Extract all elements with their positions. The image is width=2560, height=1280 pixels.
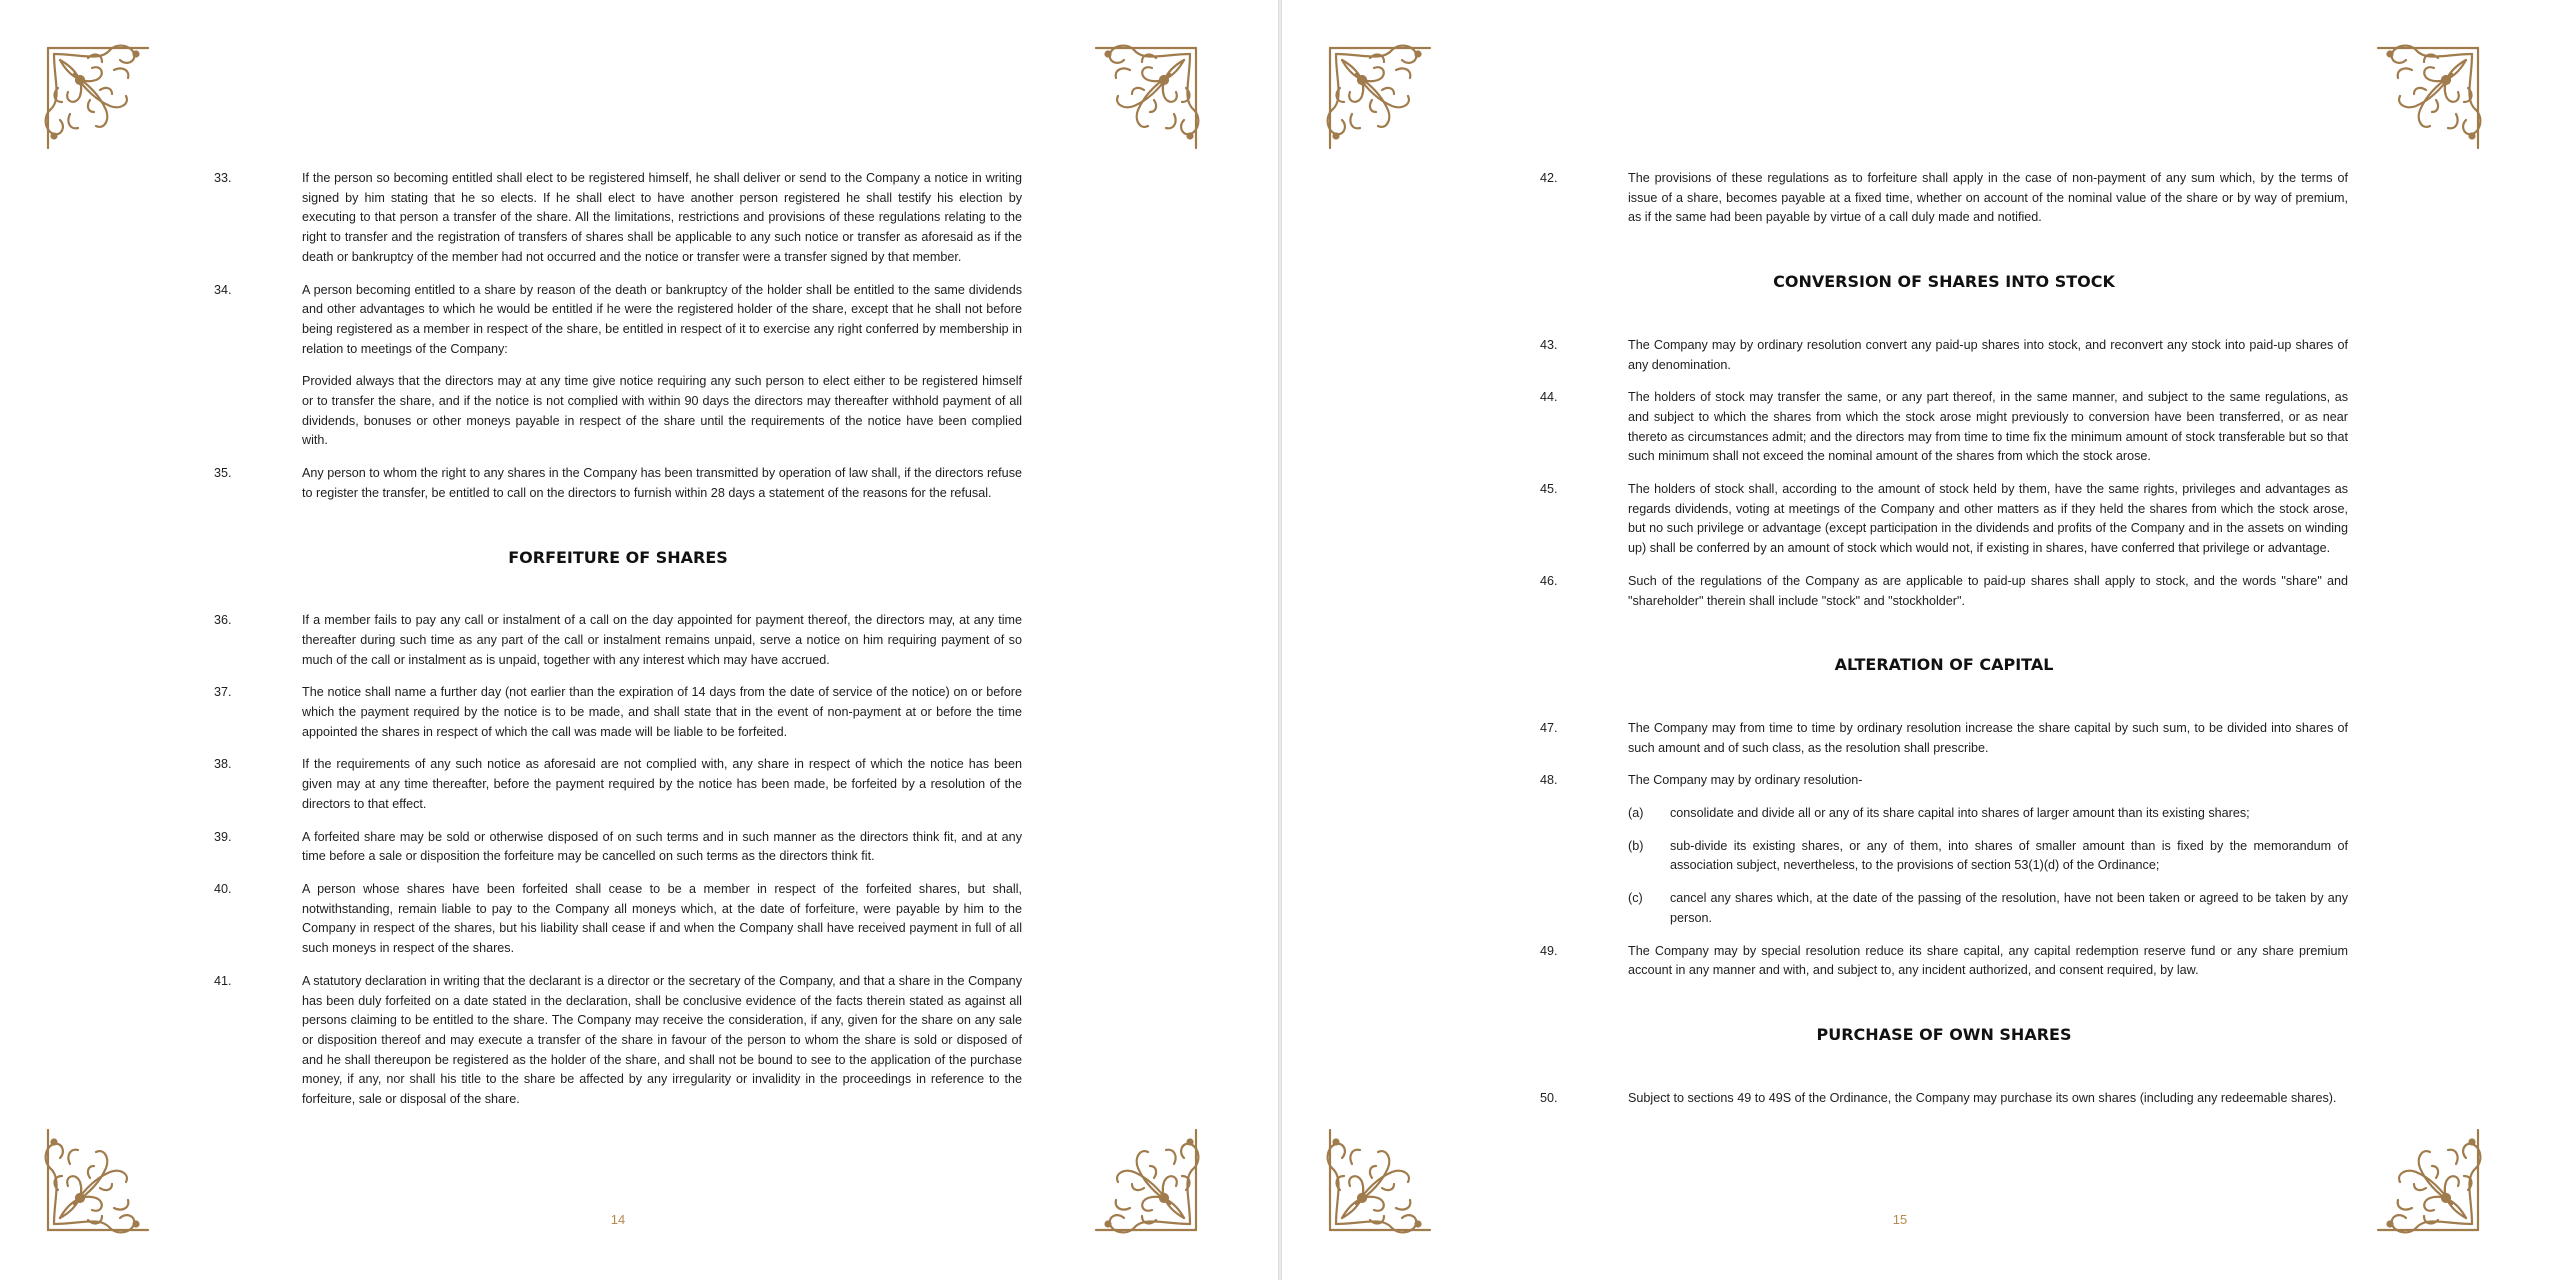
page-number: 14 [610,1212,626,1227]
clause-45 [1540,480,2348,559]
clause-text: A person whose shares have been forfeited shall cease to be a member in respect of the forfeited shares, but shall, notwithstanding, remain liable to pay to the Company all moneys which, at the date of forfeiture, were payable by him to the Company in respect of the shares, but his liability shall cease if and when the Company shall have received payment in full of all such moneys in respect of the shares. [302,881,1022,956]
clause-text: A person becoming entitled to a share by reason of the death or bankruptcy of the holder shall be entitled to the same dividends and other advantages to which he would be entitled if he were the registered holder of the share, except that he shall not before being registered as a member in respect of the share, be entitled in respect of it to exercise any right conferred by membership in relation to meetings of the Company: [302,282,1022,356]
ornament-top-right [1088,40,1204,156]
clause-33 [214,169,1022,268]
clause-number: 43. [1540,337,1558,352]
clause-text: The holders of stock shall, according to the amount of stock held by them, have the same rights, privileges and advantages as regards dividends, voting at meetings of the Company and other matters as if they held the shares from which the stock arose, but no such privilege or advantage (except participation in the dividends and profits of the Company and in the assets on winding up) shall be conferred by an amount of stock which would not, if existing in shares, have conferred that privilege or advantage. [1628,482,2348,556]
clause-number: 44. [1540,390,1558,405]
sub-item-text: cancel any shares which, at the date of the passing of the resolution, have not been taken or agreed to be taken by any person. [1670,891,2348,925]
ornament-top-left [40,40,156,156]
clause-number: 49. [1540,943,1558,958]
sub-item-mark: (a) [1628,806,1644,821]
clause-number: 46. [1540,573,1558,588]
sub-item-mark: (c) [1628,891,1643,906]
clause-text: If the requirements of any such notice as aforesaid are not complied with, any share in respect of which the notice has been given may at any time thereafter, before the payment required by the notice has been made, be forfeited by a resolution of the directors to that effect. [302,757,1022,811]
page-number: 15 [1892,1212,1908,1227]
clause-36 [214,611,1022,670]
sub-item-mark: (b) [1628,838,1644,853]
clause-46 [1540,572,2348,611]
clause-text: Subject to sections 49 to 49S of the Ordinance, the Company may purchase its own shares (including any redeemable shares). [1628,1090,2337,1105]
clause-number: 38. [214,757,232,772]
clause-text: Any person to whom the right to any shares in the Company has been transmitted by operation of law shall, if the directors refuse to register the transfer, be entitled to call on the directors to furnish within 28 days a statement of the reasons for the refusal. [302,466,1022,500]
clause-text: The Company may by ordinary resolution- [1628,773,1863,788]
clause-number: 45. [1540,482,1558,497]
sub-item-b [1540,837,2348,876]
clause-text: Such of the regulations of the Company as are applicable to paid-up shares shall apply to stock, and the words "share" and "shareholder" therein shall include "stock" and "stockholder". [1628,573,2348,608]
clause-number: 34. [214,282,232,297]
clause-39 [214,828,1022,867]
clause-34 [214,281,1022,360]
clause-44 [1540,388,2348,467]
sub-item-a [1540,804,2348,824]
clause-number: 36. [214,613,232,628]
page-14 [0,0,1278,1280]
clause-43 [1540,336,2348,375]
clause-number: 33. [214,171,232,185]
ornament-top-left [1322,40,1438,156]
clause-text: If a member fails to pay any call or instalment of a call on the day appointed for payment thereof, the directors may, at any time thereafter during such time as any part of the call or instalment remains unpaid, serve a notice on him requiring payment of so much of the call or instalment as is unpaid, together with any interest which may have accrued. [302,613,1022,667]
section-heading-conversion: CONVERSION OF SHARES INTO STOCK [1773,272,2115,292]
sub-item-text: consolidate and divide all or any of its share capital into shares of larger amount than its existing shares; [1670,806,2250,821]
clause-text: The Company may by special resolution reduce its share capital, any capital redemption reserve fund or any share premium account in any manner and with, and subject to, any incident authorized, and consent required, by law. [1628,943,2348,978]
clause-47 [1540,719,2348,758]
section-heading-forfeiture: FORFEITURE OF SHARES [508,547,728,567]
clause-text: The provisions of these regulations as to forfeiture shall apply in the case of non-payment of any sum which, by the terms of issue of a share, becomes payable at a fixed time, whether on account of the nominal value of the share or by way of premium, as if the same had been payable by virtue of a call duly made and notified. [1628,171,2348,225]
ornament-top-right [2370,40,2486,156]
page-15-body [1540,169,2348,1121]
clause-number: 37. [214,685,232,700]
section-heading-purchase: PURCHASE OF OWN SHARES [1816,1024,2072,1044]
clause-40 [214,880,1022,959]
sub-item-text: sub-divide its existing shares, or any of them, into shares of smaller amount than is fixed by the memorandum of association subject, nevertheless, to the provisions of section 53(1)(d) of the Ordinance; [1670,838,2348,873]
clause-text: The Company may from time to time by ordinary resolution increase the share capital by such sum, to be divided into shares of such amount and of such class, as the resolution shall prescribe. [1628,720,2348,755]
clause-text: If the person so becoming entitled shall elect to be registered himself, he shall deliver or send to the Company a notice in writing signed by him stating that he so elects. If he shall elect to have another person registered he shall testify his election by executing to that person a transfer of the share. All the limitations, restrictions and provisions of these regulations relating to the right to transfer and the registration of transfers of shares shall be applicable to any such notice or transfer as aforesaid as if the death or bankruptcy of the member had not occurred and the notice or transfer were a transfer signed by that member. [302,171,1022,264]
clause-text: The notice shall name a further day (not earlier than the expiration of 14 days from the date of service of the notice) on or before which the payment required by the notice is to be made, and shall state that in the event of non-payment at or before the time appointed the shares in respect of which the call was made will be liable to be forfeited. [302,685,1022,739]
clause-number: 39. [214,829,232,844]
clause-34-proviso: Provided always that the directors may at any time give notice requiring any such person to elect either to be registered himself or to transfer the share, and if the notice is not complied with within 90 days the directors may thereafter withhold payment of all dividends, bonuses or other moneys payable in respect of the share until the requirements of the notice have been complied with. [302,374,1022,448]
clause-number: 47. [1540,720,1558,735]
sub-item-c [1540,889,2348,928]
clause-number: 40. [214,881,232,896]
clause-text: A forfeited share may be sold or otherwise disposed of on such terms and in such manner as the directors think fit, and at any time before a sale or disposition the forfeiture may be cancelled on such terms as the directors think fit. [302,829,1022,864]
clause-number: 35. [214,466,232,481]
clause-number: 48. [1540,773,1558,788]
clause-48 [1540,771,2348,791]
section-heading-alteration: ALTERATION OF CAPITAL [1834,655,2054,675]
page-14-body [214,169,1022,1123]
clause-37 [214,683,1022,742]
clause-text: The Company may by ordinary resolution convert any paid-up shares into stock, and reconvert any stock into paid-up shares of any denomination. [1628,337,2348,372]
page-15 [1282,0,2560,1280]
clause-49 [1540,942,2348,981]
clause-50 [1540,1089,2348,1109]
clause-38 [214,755,1022,814]
clause-35 [214,464,1022,503]
clause-number: 42. [1540,171,1558,185]
clause-42 [1540,169,2348,228]
clause-text: The holders of stock may transfer the same, or any part thereof, in the same manner, and subject to the same regulations, as and subject to which the shares from which the stock arose might previously to conversion have been transferred, or as near thereto as circumstances admit; and the directors may from time to time fix the minimum amount of stock transferable but so that such minimum shall not exceed the nominal amount of the shares from which the stock arose. [1628,390,2348,464]
clause-text: A statutory declaration in writing that the declarant is a director or the secretary of the Company, and that a share in the Company has been duly forfeited on a date stated in the declaration, shall be conclusive evidence of the facts therein stated as against all persons claiming to be entitled to the share. The Company may receive the consideration, if any, given for the share on any sale or disposition thereof and may execute a transfer of the share in favour of the person to whom the share is sold or disposed of and he shall thereupon be registered as the holder of the share, and shall not be bound to see to the application of the purchase money, if any, nor shall his title to the share be affected by any irregularity or invalidity in the proceedings in reference to the forfeiture, sale or disposal of the share. [302,973,1022,1107]
clause-number: 50. [1540,1090,1558,1105]
clause-number: 41. [214,973,232,988]
clause-41 [214,972,1022,1110]
